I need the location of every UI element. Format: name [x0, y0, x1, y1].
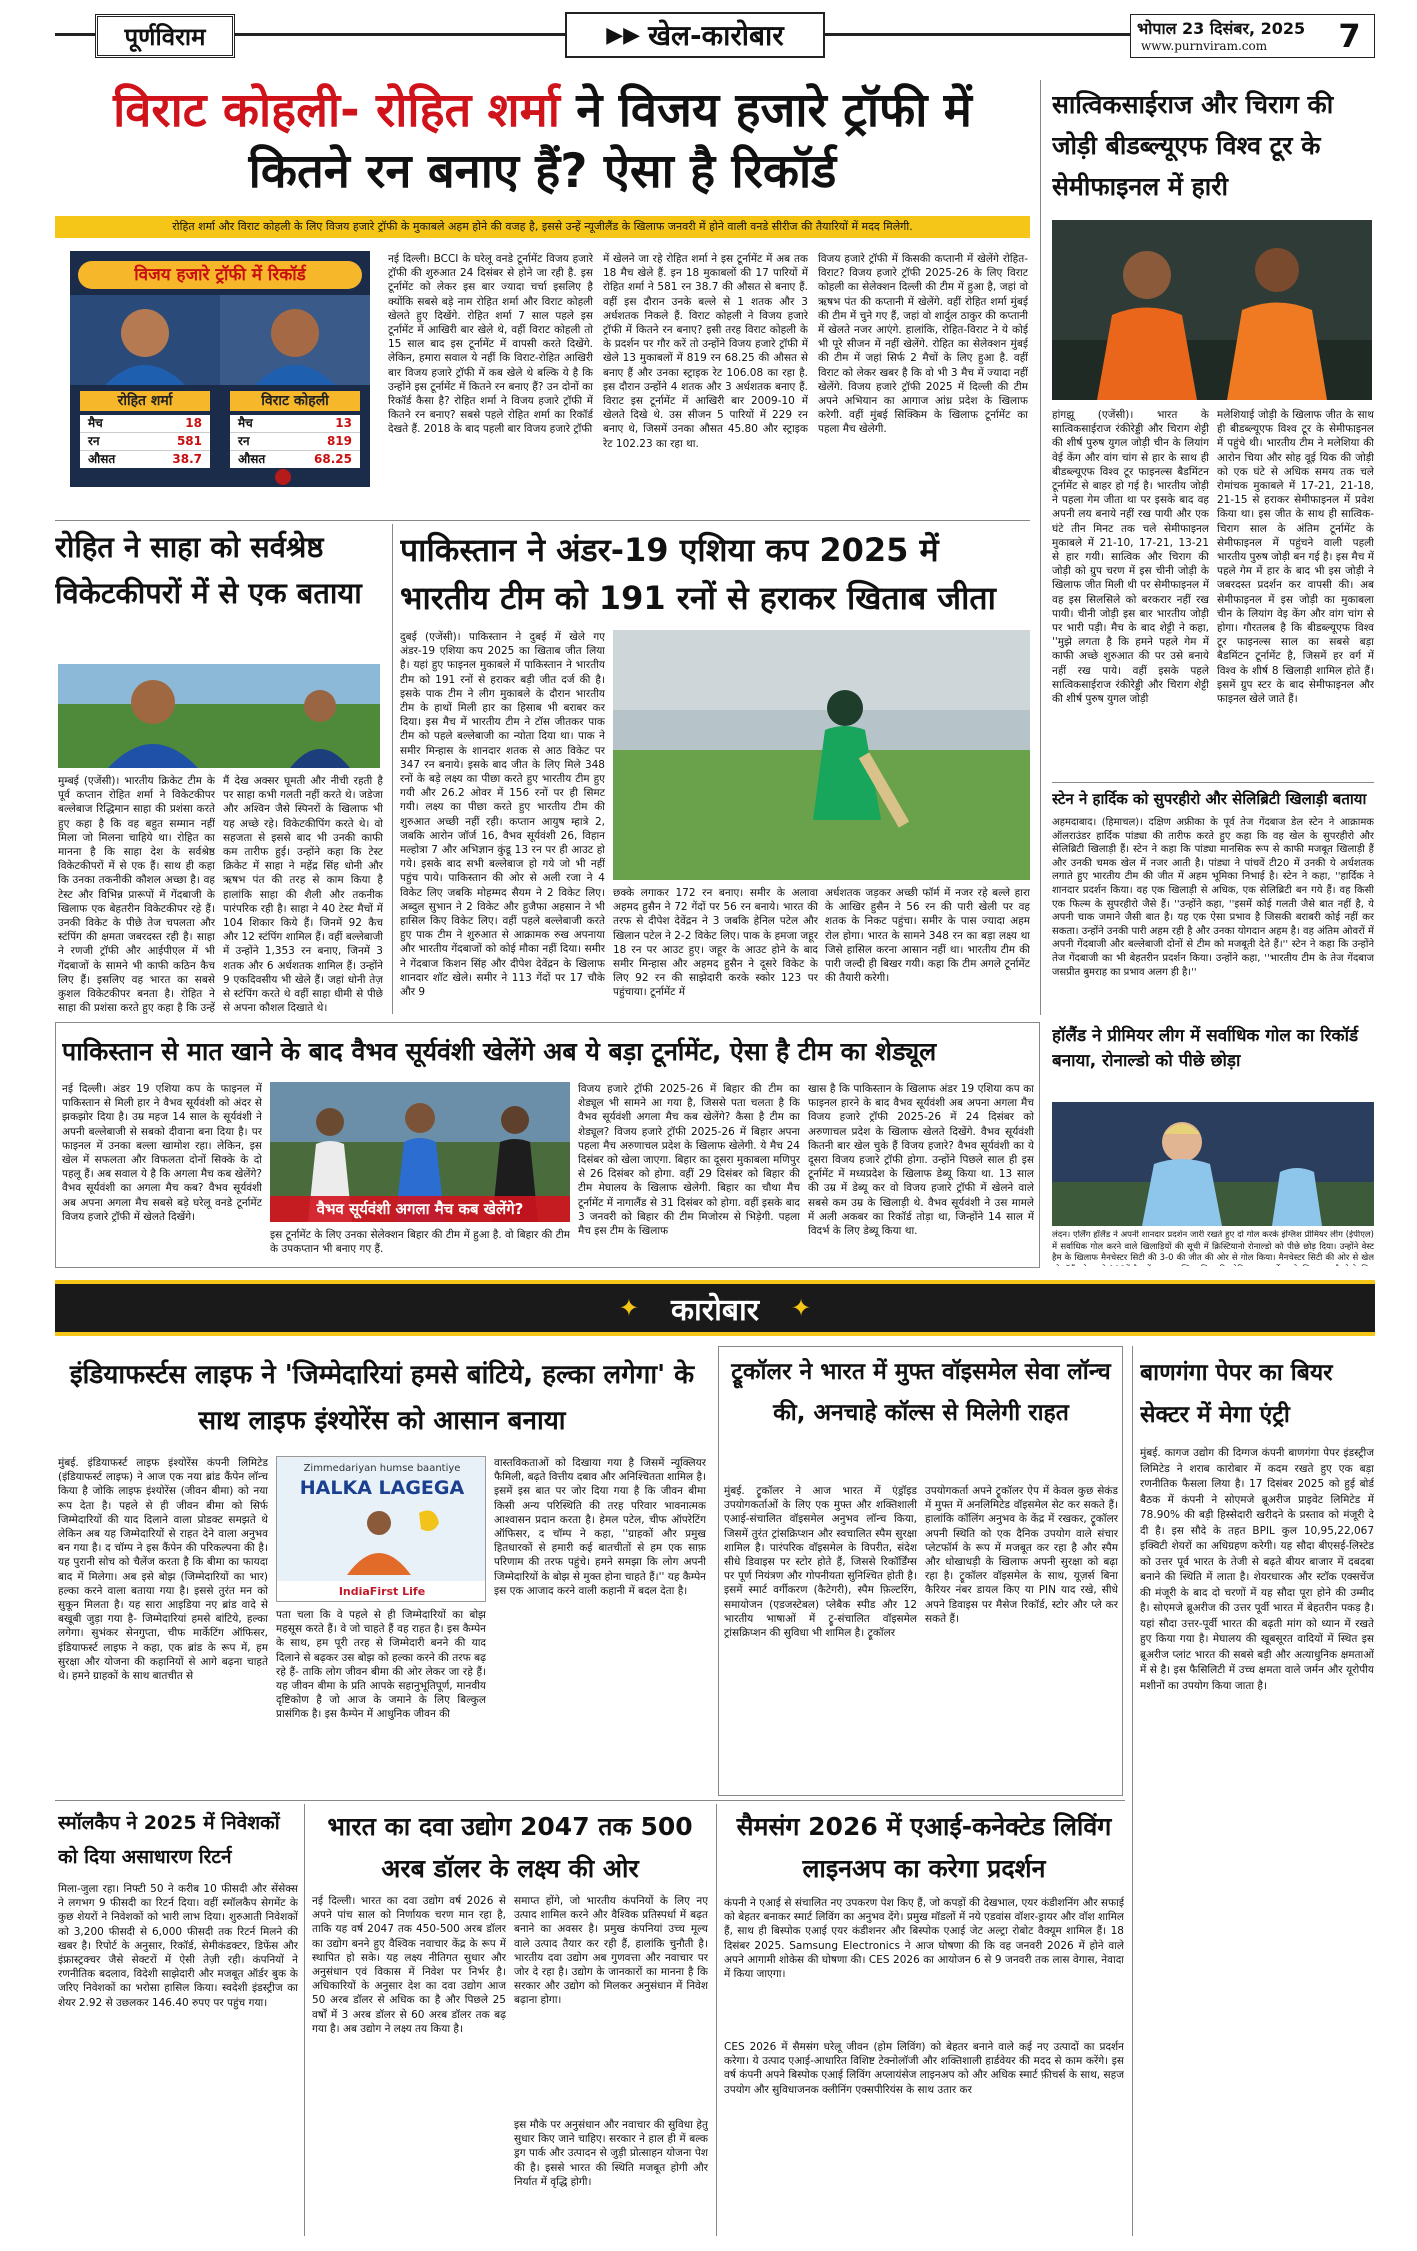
handshake-icon: ✦ — [618, 1294, 639, 1322]
player2-body — [1227, 303, 1327, 401]
kohli-col-2: में खेलने जा रहे रोहित शर्मा ने इस टूर्नामेंट में अब तक 18 मैच खेले हैं. इन 18 मुकाबलों की 17 पारियों में रोहित शर्मा ने 581 रन 38.7 की औसत से बनाए हैं. वहीं इस दौरान उनके बल्ले से 1 शतक और 3 अर्धशतक निकले हैं. विराट कोहली ने विजय हजारे ट्रॉफी में कितने रन बनाए? इसी तरह विराट कोहली के के प्रदर्शन पर गौर करें तो उन्होंने विजय हजारे ट्रॉफी में खेले 13 मुकाबलों में 819 रन 68.25 की औसत से बनाए हैं और उनका स्ट्राइक रेट 106.08 का रहा है. इस दौरान उन्होंने 4 शतक और 3 अर्धशतक बनाए हैं. विराट इस टूर्नामेंट में आखिरी बार 2009-10 में खेलते दिखे थे. उस सीजन 5 पारियों में 229 रन बनाए थे, जिसमें उनका औसत 45.80 और स्ट्राइक रेट 102.23 का रहा था. — [603, 253, 808, 450]
haaland-body: लंदन। एर्लिंग हॉलैंड ने अपनी शानदार प्रदर्शन जारी रखते हुए दो गोल करके इंग्लिश प्रीमियर लीग (ईपीएल) में सर्वाधिक गोल करने वाले खिलाड़ियों की सूची में क्रिस्टियानो रोनाल्डो को पीछे छोड़ दिया। उन्होंने वेस्ट हैम के खिलाफ मैनचेस्टर सिटी की 3-0 की जीत की ओर से गोल किया। मैनचेस्टर सिटी की ओर से खेल — [1052, 1230, 1374, 1263]
graphic-title: विजय हजारे ट्रॉफी में रिकॉर्ड — [78, 261, 362, 289]
dateline: भोपाल 23 दिसंबर, 2025 — [1137, 19, 1306, 38]
saha-pak-rule — [392, 524, 393, 1014]
pharma-col-3: इस मौके पर अनुसंधान और नवाचार की सुविधा हेतु सुधार किए जाने चाहिए। सरकार ने हाल ही में बल्क ड्रग पार्क और उत्पादन से जुड़ी प्रोत्साहन योजना पेश की है। इससे भारत की स्थिति मजबूत होगी और निर्यात में वृद्धि होगी। — [514, 2119, 708, 2188]
right-column-rule — [1040, 80, 1041, 1015]
samsung-headline: सैमसंग 2026 में एआई-कनेक्टेड लिविंग लाइनअप का करेगा प्रदर्शन — [736, 1812, 1112, 1883]
pakistan-col-4: अर्धशतक जड़कर अच्छी फॉर्म में नजर रहे बल्ले हारा के आखिर हुसैन ने 56 रन की पारी खेली पर वह शतक के निकट पहुंचा। समीर के पास ज्यादा अहम रोल होगा। भारत के सामने 348 रन का बड़ा लक्ष्य था जिसे हासिल करना आसान नहीं था। भारतीय टीम की पारी जल्दी ही बिखर गयी। कहा कि टीम अगले टूर्नामेंट की तैयारी करेगी। — [825, 887, 1030, 985]
kohli-strap: रोहित शर्मा और विराट कोहली के लिए विजय हजारे ट्रॉफी के मुकाबले अहम होने की वजह है, इससे उन्हें न्यूजीलैंड के खिलाफ जनवरी में होने वाली वनडे सीरीज की तैयारियों में मदद मिलेगी. — [55, 216, 1030, 238]
vaibhav-col-1: नई दिल्ली। अंडर 19 एशिया कप के फाइनल में पाकिस्तान से मिली हार ने वैभव सूर्यवंशी को अंदर से झकझोर दिया है। उम्र महज 14 साल के सूर्यवंशी ने अपनी बल्लेबाजी से सबको दीवाना बना दिया है। पर फाइनल में उनका बल्ला खामोश रहा। लेकिन, इस खेल में सफलता और विफलता दोनों सिक्के के दो पहलू हैं। अब सवाल ये है कि अगला मैच कब खेलेंगे? वैभव सूर्यवंशी का अगला मैच कब? वैभव सूर्यवंशी अब अपना अगला मैच सबसे बड़े घरेलू वनडे टूर्नामेंट विजय हजारे ट्रॉफी में खेलते दिखेंगे। — [62, 1083, 262, 1223]
row-bottom-rule — [55, 1800, 1125, 1801]
kohli-headline — [55, 80, 1030, 208]
player-right-head — [501, 1106, 529, 1134]
smallcap-headline: स्मॉलकैप ने 2025 में निवेशकों को दिया असाधारण रिटर्न — [58, 1812, 280, 1868]
chart-icon: ✦ — [791, 1294, 812, 1322]
dateline-box — [1130, 14, 1375, 58]
indiafirst-col-2: पता चला कि वे पहले से ही जिम्मेदारियों का बोझ महसूस करते हैं। वे जो चाहते हैं वह राहत है। इस कैम्पेन के साथ, हम पूरी तरह से जिम्मेदारी बनने की याद दिलाने से बढ़कर उस बोझ को हल्का करने की तरफ बढ़ रहे हैं- ताकि लोग जीवन बीमा की ओर लेकर जा रहे हैं। यह जीवन बीमा के प्रति आपके सहानुभूतिपूर्ण, मानवीय दृष्टिकोण है जो आज के जमाने के लिए बिल्कुल प्रासंगिक है। इस कैम्पेन में आधुनिक जीवन की — [276, 1609, 486, 1721]
pakistan-headline: पाकिस्तान ने अंडर-19 एशिया कप 2025 में भारतीय टीम को 191 रनों से हराकर खिताब जीता — [400, 531, 996, 617]
saha-photo — [58, 664, 380, 768]
section-tag — [565, 12, 825, 58]
person-head — [367, 1511, 391, 1535]
samsung-col-2: CES 2026 में सैमसंग घरेलू जीवन (होम लिविंग) को बेहतर बनाने वाले कई नए उत्पादों का प्रदर्शन करेगा। ये उत्पाद एआई-आधारित विशिष्ट टेक्नोलॉजी और शक्तिशाली हार्डवेयर की मदद से काम करेंगे। इस वर्ष कंपनी अपने बिस्पोक एआई लिविंग अप्लायंसेज लाइनअप को और अधिक स्मार्ट फ़ीचर्स के साथ, सहज उपयोग और सुविधाजनक क्लीनिंग एक्सपीरियंस के साथ उतार कर — [724, 2041, 1124, 2096]
indiafirst-col-3: वास्तविकताओं को दिखाया गया है जिसमें न्यूक्लियर फैमिली, बढ़ते वित्तीय दबाव और अनिश्चितता शामिल है। इसमें इस बात पर जोर दिया गया है कि जीवन बीमा किसी अन्य परिस्थिति की तरह परिवार भावनात्मक आश्वासन प्रदान करता है। हेमल पटेल, चीफ ऑपरेटिंग ऑफिसर, द चॉम्प ने कहा, ''ग्राहकों और प्रमुख हितधारकों से हमारी कई बातचीतों से हम एक साफ़ परिणाम की तरफ पहुंचे। हमने समझा कि लोग अपनी जिम्मेदारियों के बोझ से मुक्त होना चाहते हैं।'' यह कैम्पेन इस एक आजाद करने वाली कहानी में बदल देता है। — [494, 1457, 706, 1597]
player-portraits — [70, 295, 370, 385]
samsung-col-1: कंपनी ने एआई से संचालित नए उपकरण पेश किए हैं, जो कपड़ों की देखभाल, एयर कंडीशनिंग और सफाई को बेहतर बनाकर स्मार्ट लिविंग का अनुभव देंगे। प्रमुख मॉडलों में नये एडवांस वॉशर-ड्रायर और वॉश शामिल हैं, साथ ही बिस्पोक एआई एयर कंडीशनर और बिस्पोक एआई जेट अल्ट्रा रोबोट वैक्यूम शामिल हैं। 18 दिसंबर 2025. Samsung Electronics ने आज घोषणा की कि वह जनवरी 2026 में होने वाले अपने आगामी शोकेस की घोषणा की। CES 2026 का आयोजन 6 से 9 जनवरी तक लास वेगास, नेवादा में किया जाएगा। — [724, 1897, 1124, 1981]
truecaller-col-2: उपयोगकर्ता अपने ट्रूकॉलर ऐप में केवल कुछ सेकंड में मुफ्त में अनलिमिटेड वॉइसमेल सेट कर सकते हैं। हालांकि कॉलिंग अनुभव के केंद्र में रखकर, ट्रूकॉलर अपनी स्थिति को एक दैनिक उपयोग वाले संचार प्लेटफॉर्म के रूप में मजबूत कर रहा है और स्पैम और धोखाधड़ी के खिलाफ अपनी सुरक्षा को बढ़ा रहा है। ट्रूकॉलर वॉइसमेल के साथ, यूज़र्स बिना कैरियर नंबर डायल किए या PIN याद रखे, सीधे अपने डिवाइस पर मैसेज रिकॉर्ड, स्टोर और प्ले कर सकते हैं। — [925, 1485, 1118, 1625]
stat-row: मैच 18 — [80, 415, 210, 433]
stain-rule — [1052, 782, 1374, 783]
rohit-name-tag: रोहित शर्मा — [80, 391, 210, 411]
satwik-photo — [1052, 220, 1372, 400]
truecaller-headline: ट्रूकॉलर ने भारत में मुफ्त वॉइसमेल सेवा लॉन्च की, अनचाहे कॉल्स से मिलेगी राहत — [731, 1359, 1111, 1426]
section-name: खेल-कारोबार — [648, 19, 784, 52]
rohit-head — [121, 309, 169, 357]
ad-illustration — [317, 1505, 447, 1575]
virat-stats-table — [230, 415, 360, 468]
website: www.purnviram.com — [1141, 39, 1268, 53]
haaland-body — [1142, 1159, 1222, 1226]
pharma-rule — [304, 1804, 305, 2236]
virat-head — [271, 309, 319, 357]
pharma-col-1: नई दिल्ली। भारत का दवा उद्योग वर्ष 2026 से अपने पांच साल को निर्णायक चरण मान रहा है, ताकि यह वर्ष 2047 तक 450-500 अरब डॉलर का उद्योग बनने हुए वैश्विक नवाचार केंद्र के रूप में स्थापित हो सके। यह लक्ष्य नीतिगत सुधार और अनुसंधान एवं विकास में निवेश पर निर्भर है। अधिकारियों के अनुसार देश का दवा उद्योग आज 50 अरब डॉलर से अधिक का है और पिछले 25 वर्षों में 3 अरब डॉलर से 60 अरब डॉलर तक बढ़ गया है। अब उद्योग ने लक्ष्य तय किया है। — [312, 1895, 506, 2035]
teammate-body — [1272, 1168, 1322, 1226]
rohit-head — [131, 680, 175, 724]
kohli-col-1: नई दिल्ली। BCCI के घरेलू वनडे टूर्नामेंट विजय हजारे ट्रॉफी की शुरुआत 24 दिसंबर से होने जा रही है. इस टूर्नामेंट को लेकर इस बार ज्यादा चर्चा इसलिए है क्योंकि सबसे बड़े नाम रोहित शर्मा और विराट कोहली खेलते हुए दिखेंगे. रोहित शर्मा 7 साल पहले इस टूर्नामेंट में आखिरी बार खेले थे, वहीं विराट कोहली तो 15 साल बाद इस टूर्नामेंट में वापसी करते दिखेंगे. लेकिन, हमारा सवाल ये नहीं कि विराट-रोहित आखिरी बार विजय हजारे ट्रॉफी में कब खेले थे बल्कि ये है कि उन्होंने इस टूर्नामेंट में कितने रन बनाए हैं? उन दोनों का रिकॉर्ड कैसा है? रोहित शर्मा ने विजय हजारे ट्रॉफी में कितने रन बनाए? सबसे पहले रोहित शर्मा का रिकॉर्ड देखते हैं. 2018 के बाद पहली बार विजय हजारे ट्रॉफी — [388, 253, 593, 436]
saha-col-1: मुम्बई (एजेंसी)। भारतीय क्रिकेट टीम के पूर्व कप्तान रोहित शर्मा ने विकेटकीपर बल्लेबाज रिद्धिमान साहा की प्रशंसा करते हुए कहा है कि वह बहुत सम्मान नहीं मिला जो मिलना चाहिये था। रोहित का मानना है कि साहा देश के सर्वश्रेष्ठ विकेटकीपरों में से एक हैं। साथ ही कहा कि उनका तकनीकी कौशल अच्छा है। वह टेस्ट और विभिन्न प्रारूपों में गेंदबाजी के खिलाफ एक बेहतरीन विकेटकीपर रहे हैं। उनकी विकेट के पीछे तेज चपलता और स्टंपिंग की क्षमता जबरदस्त रही है। साहा ने रणजी ट्रॉफी और आईपीएल में भी गेंदबाजों के सामने भी काफी कठिन कैच लिए हैं। इसलिए वह भारत का सबसे कुशल विकेटकीपर बनता है। रोहित ने साहा की प्रशंसा करते हुए कहा है कि उन्हें — [58, 775, 215, 1014]
player1-body — [1097, 308, 1197, 401]
stat-row: रन 581 — [80, 433, 210, 451]
rohit-stats-table — [80, 415, 210, 468]
player-center-head — [405, 1103, 435, 1133]
player1-head — [1123, 251, 1171, 299]
banganga-rule — [1132, 1346, 1133, 2236]
ad-tagline: Zimmedariyan humse baantiye — [303, 1463, 461, 1474]
pharma-col-2: समाप्त होंगे, जो भारतीय कंपनियों के लिए नए उत्पाद शामिल करने और वैश्विक प्रतिस्पर्धा में बढ़त बनाने का अवसर है। प्रमुख कंपनियां उच्च मूल्य वाले उत्पाद तैयार कर रही हैं, हालांकि चुनौती है। भारतीय दवा उद्योग अब गुणवत्ता और नवाचार पर जोर दे रहा है। उद्योग के जानकारों का मानना है कि सरकार और उद्योग को मिलकर अनुसंधान में निवेश बढ़ाना होगा। — [514, 1895, 708, 2007]
vaibhav-photo-caption: वैभव सूर्यवंशी अगला मैच कब खेलेंगे? — [270, 1196, 570, 1222]
satwik-headline: सात्विकसाईराज और चिराग की जोड़ी बीडब्ल्यूएफ विश्व टूर के सेमीफाइनल में हारी — [1052, 90, 1334, 201]
double-arrow-icon: ▶▶ — [606, 22, 641, 48]
pharma-headline: भारत का दवा उद्योग 2047 तक 500 अरब डॉलर के लक्ष्य की ओर — [327, 1812, 693, 1883]
indiafirst-col-1: मुंबई. इंडियाफर्स्ट लाइफ इंश्योरेंस कंपनी लिमिटेड (इंडियाफर्स्ट लाइफ) ने आज एक नया ब्रांड कैंपेन लॉन्च किया है जोकि लाइफ इंश्योरेंस (जीवन बीमा) को नया रूप देता है। पहले से ही जीवन बीमा को सिर्फ जिम्मेदारियों की याद दिलाने वाला प्रोडक्ट समझते थे लेकिन अब यह जिम्मेदारियों से राहत देने वाला अनुभव बन गया है। द चॉम्प ने इस कैंपेन की परिकल्पना की है। यह पुरानी सोच को चैलेंज करता है कि बीमा का फायदा बाद में मिलेगा। अब इसे बोझ (जिम्मेदारियों का भार) हल्का करने वाला बताया गया है। इससे तुरंत मन को सुकून मिलता है। यह सारा आइडिया नए ब्रांड वादे से बखूबी जुड़ा गया है- जिम्मेदारियां हमसे बांटिये, हल्का लगेगा। सुभंकर सेनगुप्ता, चीफ मार्केटिंग ऑफिसर, इंडियाफर्स्ट लाइफ ने कहा, एक ब्रांड के रूप में, हम सुरक्षा और योजना की कहानियों से आगे बढ़ना चाहते थे। हमने ग्राहकों के साथ बातचीत से — [58, 1457, 268, 1683]
kohli-stats-graphic — [70, 251, 370, 487]
satwik-col-1: हांगझू (एजेंसी)। भारत के सात्विकसाईराज रंकीरेड्डी और चिराग शेट्टी की शीर्ष पुरुष युगल जोड़ी चीन के लियांग वेई केंग और वांग चांग से हार के साथ ही बीडब्ल्यूएफ विश्व टूर फाइनल्स बैडमिंटन टूर्नामेंट से बाहर हो गई है। भारतीय जोड़ी ने पहला गेम जीता था पर इसके बाद वह अपनी लय बनाये नहीं रख पायी और एक घंटे तीन मिनट तक चले सेमीफाइनल मुकाबले में 21-10, 17-21, 13-21 से हार गयी। सात्विक और चिराग की जोड़ी को ग्रुप चरण में इस चीनी जोड़ी के खिलाफ जीत मिली थी पर सेमीफाइनल में वह इस सिलसिले को बरकरार नहीं रख पायी। चीनी जोड़ी इस बार भारतीय जोड़ी पर भारी पड़ी। मैच के बाद शेट्टी ने कहा, ''मुझे लगता है कि हमने पहले गेम में काफी अच्छे शुरुआत की पर उसे बनाये नहीं रख पाये। वहीं इसके पहले सात्विकसाईराज रंकीरेड्डी और चिराग शेट्टी की शीर्ष पुरुष युगल जोड़ी — [1052, 409, 1209, 706]
haaland-headline: हॉलैंड ने प्रीमियर लीग में सर्वाधिक गोल का रिकॉर्ड बनाया, रोनाल्डो को पीछे छोड़ा — [1052, 1026, 1359, 1071]
banganga-headline: बाणगंगा पेपर का बियर सेक्टर में मेगा एंट्री — [1140, 1360, 1333, 1428]
vaibhav-col-4: खास है कि पाकिस्तान के खिलाफ अंडर 19 एशिया कप का फाइनल हारने के बाद वैभव सूर्यवंशी अब अपना अगला मैच विजय हजारे ट्रॉफी 2025-26 में 24 दिसंबर को अरुणाचल प्रदेश के खिलाफ खेलते दिखेंगे. वैभव सूर्यवंशी कितनी बार खेल चुके हैं विजय हजारे? वैभव सूर्यवंशी का ये दूसरा विजय हजारे ट्रॉफी होगा. उन्होंने पिछले साल ही इस टूर्नामेंट में मध्यप्रदेश के खिलाफ डेब्यू किया था. 13 साल की उम्र में डेब्यू कर वो विजय हजारे ट्रॉफी में खेलने वाले सबसे कम उम्र के खिलाड़ी थे. वैभव सूर्यवंशी ने उस मामले में अली अकबर का रिकॉर्ड तोड़ा था, जिन्होंने 14 साल में विदर्भ के लिए डेब्यू किया था. — [808, 1083, 1034, 1238]
kohli-col-3: विजय हजारे ट्रॉफी में किसकी कप्तानी में खेलेंगे रोहित-विराट? विजय हजारे ट्रॉफी 2025-26 के लिए विराट कोहली का सेलेक्शन दिल्ली की टीम में हुआ है, जहां वो ऋषभ पंत की कप्तानी में खेलेंगे. वहीं रोहित शर्मा मुंबई की टीम में चुने गए हैं, जहां वो शार्दुल ठाकुर की कप्तानी में खेलते नजर आएंगे. हालांकि, रोहित-विराट ने ये कोई भी पूरे सीजन में नहीं खेलेंगे. रोहित का सेलेक्शन मुंबई की टीम में जहां सिर्फ 2 मैचों के लिए हुआ है. वहीं विराट को लेकर खबर है कि वो भी 3 मैच में ज्यादा नहीं खेलेंगे. विजय हजारे ट्रॉफी 2025 में दिल्ली की टीम अपने अभियान का आगाज आंध्र प्रदेश के खिलाफ करेगी. वहीं मुंबई सिक्किम के खिलाफ टूर्नामेंट का पहला मैच खेलेगी. — [818, 253, 1028, 436]
banganga-body: मुंबई. कागज उद्योग की दिग्गज कंपनी बाणगंगा पेपर इंडस्ट्रीज लिमिटेड ने शराब कारोबार में कदम रखते हुए एक बड़ा रणनीतिक फैसला लिया है। 17 दिसंबर 2025 को हुई बोर्ड बैठक में कंपनी ने सोएमजे ब्रूअरीज प्राइवेट लिमिटेड में 78.90% की बड़ी हिस्सेदारी खरीदने के प्रस्ताव को मंजूरी दे दी है। इस सौदे के तहत BPIL कुल 10,95,22,067 इक्विटी शेयरों का अधिग्रहण करेगी। यह सौदा बीएसई-लिस्टेड को उत्तर पूर्व भारत के तेजी से बढ़ते बीयर बाजार में दबदबा बनाने की स्थिति में लाता है। शेयरधारक और स्टॉक एक्सचेंज की मंजूरी के बाद दो चरणों में यह सौदा पूरा होने की उम्मीद है। सोएमजे ब्रूअरीज की उत्तर पूर्वी भारत में बेहतरीन पकड़ है। यहां सौदा उत्तर-पूर्वी भारत की बढ़ती मांग को ध्यान में रखते हुए किया गया है। मेघालय की खूबसूरत वादियों में स्थित इस ब्रूअरीज प्लांट भारत की सबसे बड़ी और अत्याधुनिक क्षमताओं में से है। इस फैसिलिटी में उच्च क्षमता वाले जर्मन और यूरोपीय मशीनों का उपयोग किया जाता है। — [1140, 1447, 1374, 1692]
vaibhav-col-2: इस टूर्नामेंट के लिए उनका सेलेक्शन बिहार की टीम में हुआ है. वो बिहार की टीम के उपकप्तान भी बनाए गए हैं. — [270, 1229, 570, 1256]
balloon — [419, 1511, 439, 1531]
pakistan-col-1: दुबई (एजेंसी)। पाकिस्तान ने दुबई में खेले गए अंडर-19 एशिया कप 2025 का खिताब जीत लिया है। यहां हुए फाइनल मुकाबले में पाकिस्तान ने भारतीय टीम को 191 रनों से हराकर बड़ी जीत दर्ज की है। इसके पाक टीम ने लीग मुकाबले के दौरान भारतीय टीम के हाथों मिली हार का हिसाब भी बराबर कर दिया। इस मैच में भारतीय टीम ने टॉस जीतकर पाक टीम को पहले बल्लेबाजी का न्योता दिया था। पाक ने समीर मिन्हास के शानदार शतक से आठ विकेट पर 347 रन बनाये। इसके बाद जीत के लिए मिले 348 रनों के बड़े लक्ष्य का पीछा करते हुए भारतीय टीम हुए गयी और 26.2 ओवर में 156 रनों पर ही सिमट गयी। लक्ष्य का पीछा करते हुए भारतीय टीम की शुरुआत अच्छी नहीं रही। कप्तान आयुष म्हात्रे 2, जबकि आरोन जॉर्ज 16, वैभव सूर्यवंशी 26, विहान मल्होत्रा 7 और अभिज्ञान कुंडू 13 रन पर ही आउट हो गये। इसके बाद सभी बल्लेबाज हो गये जो भी नहीं पहुंच पाये। पाकिस्तान की ओर से अली रजा ने 4 विकेट लिए जबकि मोहम्मद सैयम ने 2 विकेट लिए। अब्दुल सुभान ने 2 विकेट और हुजैफा अहसान ने भी हासिल किए विकेट लिए। वहीं पहले बल्लेबाजी करते हुए पाक टीम ने शुरुआत से आक्रामक रुख अपनाया और भारतीय गेंदबाजों को कोई मौका नहीं दिया। समीर ने गेंदबाज किशन सिंह और दीपेश देवेंद्रन के खिलाफ शानदार शॉट खेले। समीर ने 113 गेंदों पर 17 चौके और 9 — [400, 631, 605, 999]
vaibhav-headline: पाकिस्तान से मात खाने के बाद वैभव सूर्यवंशी खेलेंगे अब ये बड़ा टूर्नामेंट, ऐसा है टीम का शेड्यूल — [62, 1037, 937, 1066]
saha-col-2: मैं देख अक्सर घूमती और नीची रहती है पर साहा कभी गलती नहीं करते थे। जडेजा और अश्विन जैसे स्पिनरों के खिलाफ भी यह अच्छे रहे। विकेटकीपिंग करते थे। वो सहजता से इससे बाद भी उनकी काफी कम तारीफ हुई। उन्होंने कहा कि टेस्ट क्रिकेट में साहा ने महेंद्र सिंह धोनी और ऋषभ पंत की तरह से काम किया है हालांकि साहा की शैली और तकनीक पारंपरिक रही है। साहा ने 40 टेस्ट मैचों में 104 शिकार किये हैं। जिनमें 92 कैच और 12 स्टंपिंग शामिल हैं। वहीं बल्लेबाजी में उन्होंने 1,353 रन बनाए, जिनमें 3 शतक और 6 अर्धशतक शामिल हैं। उन्होंने 9 एकदिवसीय भी खेले हैं। जहां धोनी तेज़ से स्टंपिंग करते थे वहीं साहा धीमी से पीछे से अपना कौशल दिखाते थे। — [223, 775, 383, 1014]
kohli-headline-rest: ने विजय हजारे ट्रॉफी में कितने रन बनाए हैं? ऐसा है रिकॉर्ड — [248, 83, 972, 199]
stat-row: औसत 68.25 — [238, 452, 352, 466]
stain-headline: स्टेन ने हार्दिक को सुपरहीरो और सेलिब्रिटी खिलाड़ी बताया — [1052, 790, 1367, 808]
saha-headline: रोहित ने साहा को सर्वश्रेष्ठ विकेटकीपरों में से एक बताया — [55, 530, 362, 610]
ad-title: HALKA LAGEGA — [299, 1477, 465, 1499]
stat-row: मैच 13 — [230, 415, 360, 433]
stain-body: अहमदाबाद। (हिमाचल)। दक्षिण अफ्रीका के पूर्व तेज गेंदबाज डेल स्टेन ने आक्रामक ऑलराउंडर हार्दिक पांड्या की तारीफ करते हुए कहा कि वह खेल के सुपरहीरो और सेलिब्रिटी खिलाड़ी हैं। स्टेन ने कहा कि पांड्या मानसिक रूप से काफी मजबूत खिलाड़ी हैं और उनकी चमक खेल में नजर आती है। पांड्या ने पांचवें टी20 में उनकी ये अर्धशतक लगाते हुए भारतीय टीम की जीत में अहम भूमिका निभाई है। स्टेन ने कहा, ''हार्दिक ने शानदार प्रदर्शन किया। वह एक खिलाड़ी से अधिक, एक सेलिब्रिटी बन गये हैं। वह किसी एक फिल्म के सुपरहीरो जैसे हैं। ''उन्होंने कहा, ''इसमें कोई गलती जैसे बात नहीं है, ये अपनी चाक जमाने जैसी बात है। यह एक ऐसा प्रभाव है जिसकी बराबरी कोई नहीं कर सकता। उन्होंने उनकी पारी अहम रही है और उनका योगदान अहम है। वह अंतिम ओवरों में अपनी गेंदबाजी और बल्लेबाजी दोनों से टीम को मजबूती देते हैं।'' स्टेन ने कहा कि उन्होंने तेज गेंदबाजी का भी बेहतरीन प्रदर्शन किया। उन्होंने कहा, ''भारतीय टीम के तेज गेंदबाज जसप्रीत बुमराह का प्रभाव अलग ही है।'' — [1052, 817, 1374, 978]
pakistan-photo — [613, 630, 1030, 880]
cricket-ball-icon — [275, 469, 291, 485]
virat-name-tag: विराट कोहली — [230, 391, 360, 411]
batter-head — [827, 690, 863, 726]
ad-footer: IndiaFirst Life — [277, 1581, 486, 1602]
indiafirst-headline: इंडियाफर्स्टस लाइफ ने 'जिम्मेदारियां हमसे बांटिये, हल्का लगेगा' के साथ लाइफ इंश्योरेंस को आसान बनाया — [69, 1360, 695, 1436]
saha-head — [304, 690, 336, 722]
pakistan-col-3: छक्के लगाकर 172 रन बनाए। समीर के अलावा अहमद हुसैन ने 72 गेंदों पर 56 रन बनाये। भारत की तरफ से दीपेश देवेंद्रन ने 3 जबकि हेनिल पटेल और खिलान पटेल ने 2-2 विकेट लिए। पाक के हमजा जहूर 18 रन पर आउट हुए। जहूर के आउट होने के बाद समीर मिन्हास और अहमद हुसैन ने दूसरे विकेट के लिए 92 रन की साझेदारी करके स्कोर 123 पर पहुंचाया। टूर्नामेंट में — [613, 887, 818, 999]
business-banner-label: कारोबार — [653, 1288, 777, 1329]
smallcap-body: मिला-जुला रहा। निफ्टी 50 ने करीब 10 फीसदी और सेंसेक्स ने लगभग 9 फीसदी का रिटर्न दिया। वहीं स्मॉलकैप सेगमेंट के कुछ शेयरों ने निवेशकों को भारी लाभ दिया। शुरुआती निवेशकों को 3,200 फीसदी से 6,000 फीसदी तक रिटर्न मिलने की खबर है। रिपोर्ट के अनुसार, रिकॉर्ड, सेमीकंडक्टर, डिफेंस और इंफ्रास्ट्रक्चर जैसे सेक्टरों में ऐसी तेज़ी रही। कंपनियों ने रणनीतिक बदलाव, विदेशी साझेदारी और मजबूत ऑर्डर बुक के जरिए निवेशकों का भरोसा हासिल किया। स्वदेशी इंडस्ट्रीज का शेयर 2.92 से उछलकर 146.40 रुपए पर पहुंच गया। — [58, 1883, 298, 2009]
masthead — [55, 8, 1375, 64]
player-left-head — [316, 1108, 344, 1136]
page-number: 7 — [1338, 17, 1361, 55]
brand-name: पूर्णविराम — [124, 21, 206, 51]
business-banner — [55, 1280, 1375, 1336]
samsung-rule — [716, 1804, 717, 2236]
indiafirst-ad — [276, 1456, 486, 1602]
player2-head — [1255, 248, 1299, 292]
vaibhav-col-3: विजय हजारे ट्रॉफी 2025-26 में बिहार की टीम का शेड्यूल भी सामने आ गया है, जिससे पता चलता है कि वैभव सूर्यवंशी अगला मैच कब खेलेंगे? कैसा है टीम का शेड्यूल? विजय हजारे ट्रॉफी 2025-26 में बिहार अपना पहला मैच अरुणाचल प्रदेश के खिलाफ खेलेगी. ये मैच 24 दिसंबर को खेला जाएगा. बिहार का दूसरा मुकाबला मणिपुर से 26 दिसंबर को होगा. वहीं 29 दिसंबर को बिहार की टीम मेघालय के खिलाफ खेलेगी. बिहार का चौथा मैच टूर्नामेंट में नागालैंड से 31 दिसंबर को होगा. वहीं इसके बाद 3 जनवरी को बिहार की टीम मिजोरम से भिड़ेगी. पहला मैच इस टीम के खिलाफ — [578, 1083, 800, 1238]
kohli-headline-red: विराट कोहली- रोहित शर्मा — [113, 83, 560, 138]
haaland-photo — [1052, 1102, 1374, 1226]
stat-row: औसत 38.7 — [88, 452, 202, 466]
stat-row: रन 819 — [230, 433, 360, 451]
truecaller-col-1: मुंबई. ट्रूकॉलर ने आज भारत में एंड्रॉइड उपयोगकर्ताओं के लिए एक मुफ्त और शक्तिशाली एआई-संचालित वॉइसमेल अनुभव लॉन्च किया, जिसमें तुरंत ट्रांसक्रिप्शन और स्वचालित स्पैम सुरक्षा शामिल है। पारंपरिक वॉइसमेल के विपरीत, संदेश सीधे डिवाइस पर स्टोर होते हैं, जिससे रिकॉर्डिंग्स पर पूर्ण नियंत्रण और गोपनीयता सुनिश्चित होती है। इसमें स्मार्ट वर्गीकरण (कैटेगरी), स्पैम फ़िल्टरिंग, समायोजन (एडजस्टेबल) प्लेबैक स्पीड और 12 भारतीय भाषाओं में ट्रू-संचालित वॉइसमेल ट्रांसक्रिप्शन की सुविधा भी शामिल है। ट्रूकॉलर — [724, 1485, 917, 1640]
person-body — [347, 1553, 411, 1575]
satwik-col-2: मलेशियाई जोड़ी के खिलाफ जीत के साथ ही बीडब्ल्यूएफ विश्व टूर के सेमीफाइनल में पहुंचे थी। भारतीय टीम ने मलेशिया की आरोन चिया और सोह वूई यिक की जोड़ी को एक घंटे से अधिक समय तक चले रोमांचक मुकाबले में 17-21, 21-18, 21-15 से हराकर सेमीफाइनल में प्रवेश किया था। इस जीत के साथ ही सात्विक-चिराग साल के अंतिम टूर्नामेंट के सेमीफाइनल में पहुंचने वाली पहली भारतीय पुरुष जोड़ी बन गई है। इस मैच में पहले गेम में हार के बाद भी इस जोड़ी ने जबरदस्त प्रदर्शन कर वापसी की। अब सेमीफाइनल में इस जोड़ी का मुकाबला चीन के लियांग वेइ केंग और वांग चांग से होगा। गौरतलब है कि बीडब्ल्यूएफ विश्व टूर फाइनल्स साल का सबसे बड़ा बैडमिंटन टूर्नामेंट है, जिसमें हर वर्ग में विश्व के शीर्ष 8 खिलाड़ी शामिल होते हैं। इसमें ग्रुप स्टर के बाद सेमीफाइनल और फाइनल खेले जाते हैं। — [1217, 409, 1374, 706]
row2-rule — [55, 520, 1030, 521]
brand-logo — [95, 14, 235, 58]
